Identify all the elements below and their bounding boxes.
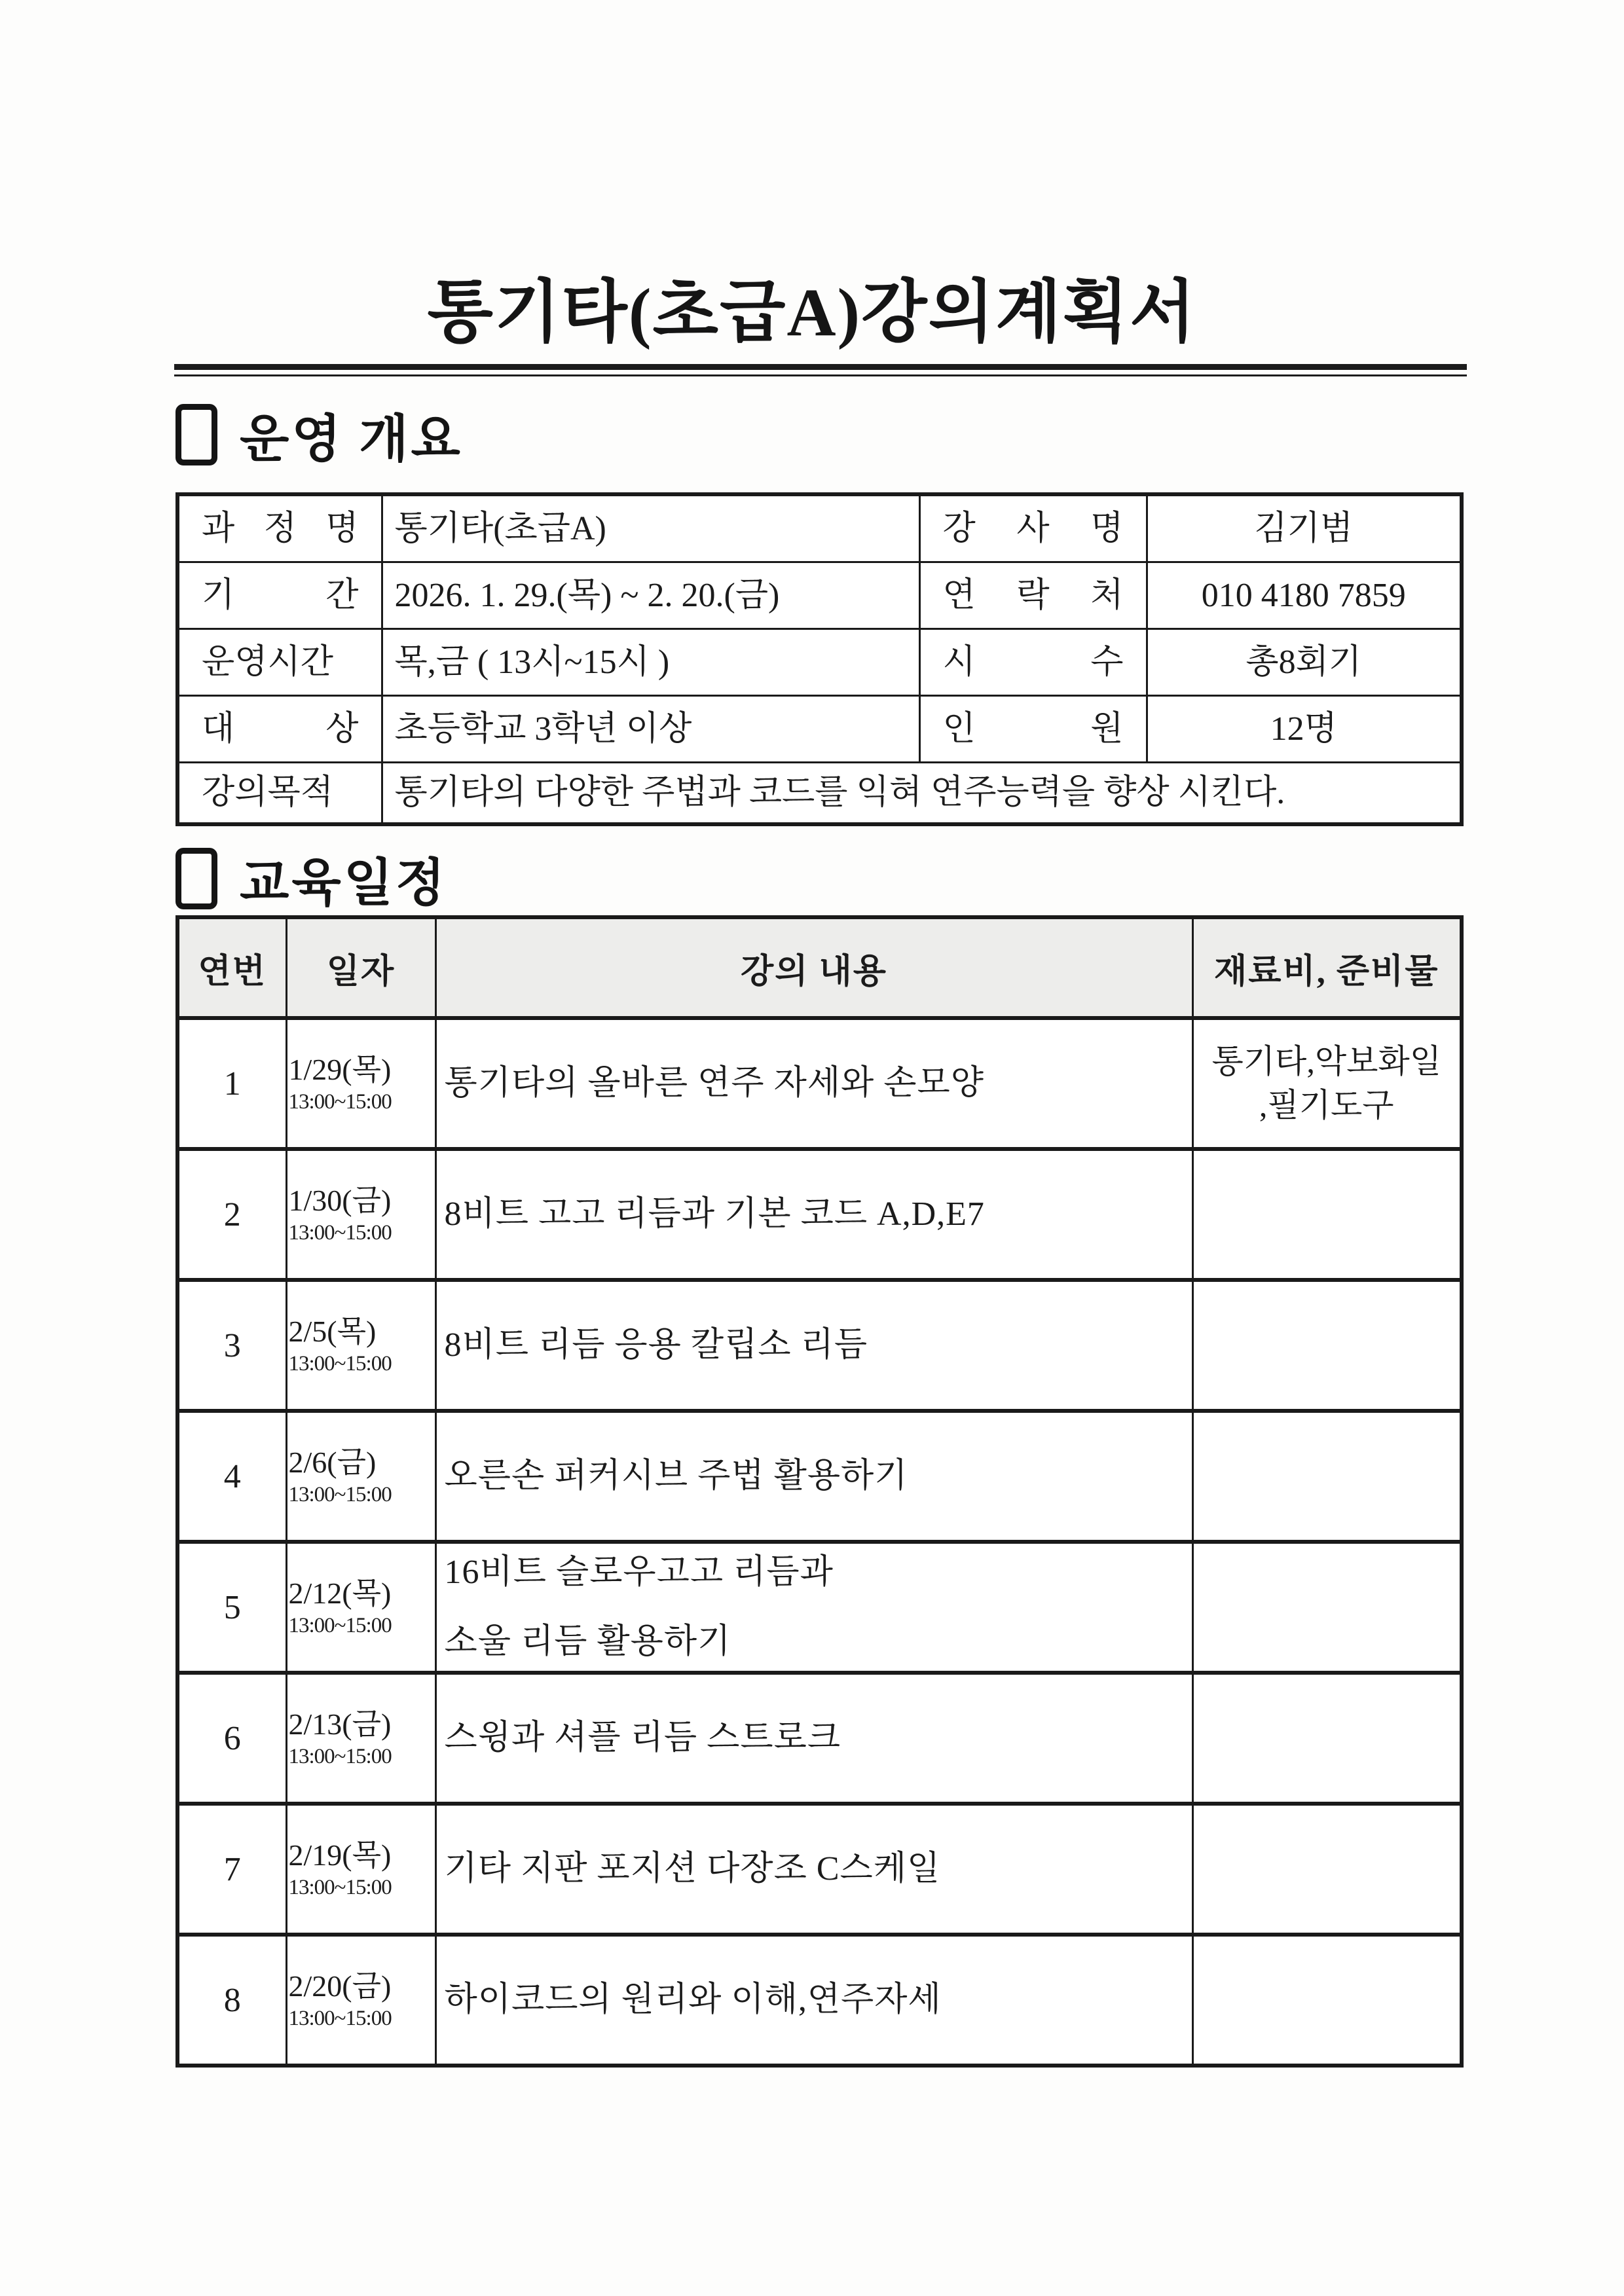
section-header-schedule — [175, 842, 447, 915]
materials-line: 통기타,악보화일 — [1211, 1042, 1442, 1080]
field-value: 목,금 ( 13시~15시 ) — [382, 629, 919, 696]
time: 13:00~15:00 — [288, 1090, 392, 1114]
lecture-content — [435, 1935, 1192, 2066]
materials-cell — [1192, 1149, 1462, 1280]
field-label: 시 수 — [919, 629, 1147, 696]
column-header: 연번 — [177, 917, 286, 1018]
date: 2/5(목) — [288, 1314, 377, 1348]
date: 1/30(금) — [288, 1183, 392, 1217]
field-label: 인 원 — [919, 696, 1147, 763]
column-header: 일자 — [286, 917, 435, 1018]
field-value: 초등학교 3학년 이상 — [382, 696, 919, 763]
content-line: 8비트 고고 리듬과 기본 코드 A,D,E7 — [444, 1195, 985, 1233]
row-number: 5 — [177, 1542, 286, 1673]
time: 13:00~15:00 — [288, 1352, 392, 1376]
date-cell — [286, 1411, 435, 1542]
date-cell — [286, 1673, 435, 1804]
table-row — [177, 696, 1462, 763]
table-row — [177, 763, 1462, 825]
row-number: 6 — [177, 1673, 286, 1804]
lecture-content — [435, 1149, 1192, 1280]
content-line: 하이코드의 원리와 이해,연주자세 — [444, 1980, 942, 2018]
materials-cell — [1192, 1018, 1462, 1149]
table-row — [177, 562, 1462, 629]
page-title: 통기타(초급A)강의계획서 — [427, 275, 1197, 350]
time: 13:00~15:00 — [288, 1221, 392, 1245]
time: 13:00~15:00 — [288, 1745, 392, 1769]
field-value: 총8회기 — [1147, 629, 1462, 696]
field-value: 김기범 — [1147, 494, 1462, 562]
date: 1/29(목) — [288, 1052, 392, 1086]
materials-cell — [1192, 1935, 1462, 2066]
content-line: 통기타의 올바른 연주 자세와 손모양 — [444, 1064, 984, 1102]
date-cell — [286, 1804, 435, 1935]
section-header-overview — [175, 398, 463, 471]
table-row — [177, 1935, 1462, 2066]
field-label: 강 사 명 — [919, 494, 1147, 562]
lecture-content — [435, 1280, 1192, 1411]
lecture-content — [435, 1804, 1192, 1935]
content-line: 스윙과 셔플 리듬 스트로크 — [444, 1719, 841, 1757]
materials-cell — [1192, 1411, 1462, 1542]
table-header-row — [177, 917, 1462, 1018]
date: 2/20(금) — [288, 1969, 392, 2003]
date: 2/12(목) — [288, 1576, 392, 1610]
lecture-content — [435, 1411, 1192, 1542]
content-line: 오른손 퍼커시브 주법 활용하기 — [444, 1457, 908, 1495]
date: 2/13(금) — [288, 1707, 392, 1741]
row-number: 1 — [177, 1018, 286, 1149]
table-row — [177, 1280, 1462, 1411]
date-cell — [286, 1280, 435, 1411]
row-number: 8 — [177, 1935, 286, 2066]
date: 2/19(목) — [288, 1838, 392, 1872]
row-number: 2 — [177, 1149, 286, 1280]
content-line: 16비트 슬로우고고 리듬과 — [444, 1553, 834, 1591]
materials-cell — [1192, 1542, 1462, 1673]
time: 13:00~15:00 — [288, 1483, 392, 1507]
schedule-table — [175, 915, 1464, 2068]
row-number: 4 — [177, 1411, 286, 1542]
table-row — [177, 494, 1462, 562]
time: 13:00~15:00 — [288, 1876, 392, 1900]
row-number: 7 — [177, 1804, 286, 1935]
field-label: 기 간 — [177, 562, 382, 629]
table-row — [177, 1411, 1462, 1542]
materials-cell — [1192, 1673, 1462, 1804]
lecture-content — [435, 1018, 1192, 1149]
time: 13:00~15:00 — [288, 1614, 392, 1638]
field-value: 12명 — [1147, 696, 1462, 763]
section-label: 교육일정 — [240, 854, 448, 911]
table-row — [177, 1149, 1462, 1280]
title-underline — [174, 364, 1467, 376]
field-label: 연 락 처 — [919, 562, 1147, 629]
lecture-content — [435, 1673, 1192, 1804]
table-row — [177, 1673, 1462, 1804]
content-line: 기타 지판 포지션 다장조 C스케일 — [444, 1850, 941, 1887]
column-header: 재료비, 준비물 — [1192, 917, 1462, 1018]
table-row — [177, 1018, 1462, 1149]
table-row — [177, 629, 1462, 696]
overview-table — [175, 492, 1464, 826]
checkbox-icon — [175, 404, 217, 465]
column-header: 강의 내용 — [435, 917, 1192, 1018]
row-number: 3 — [177, 1280, 286, 1411]
field-label: 대 상 — [177, 696, 382, 763]
field-value: 010 4180 7859 — [1147, 562, 1462, 629]
table-row — [177, 1542, 1462, 1673]
materials-cell — [1192, 1804, 1462, 1935]
time: 13:00~15:00 — [288, 2007, 392, 2031]
date: 2/6(금) — [288, 1445, 377, 1479]
date-cell — [286, 1018, 435, 1149]
field-value: 통기타의 다양한 주법과 코드를 익혀 연주능력을 향상 시킨다. — [382, 763, 1462, 825]
field-label: 강의목적 — [177, 763, 382, 825]
content-line: 8비트 리듬 응용 칼립소 리듬 — [444, 1326, 868, 1364]
content-line: 소울 리듬 활용하기 — [444, 1623, 731, 1660]
date-cell — [286, 1542, 435, 1673]
section-label: 운영 개요 — [240, 410, 463, 467]
field-value: 2026. 1. 29.(목) ~ 2. 20.(금) — [382, 562, 919, 629]
field-label: 과 정 명 — [177, 494, 382, 562]
checkbox-icon — [175, 848, 217, 909]
field-value: 통기타(초급A) — [382, 494, 919, 562]
date-cell — [286, 1935, 435, 2066]
materials-line: ,필기도구 — [1259, 1087, 1394, 1123]
date-cell — [286, 1149, 435, 1280]
table-row — [177, 1804, 1462, 1935]
lecture-content — [435, 1542, 1192, 1673]
field-label: 운영시간 — [177, 629, 382, 696]
materials-cell — [1192, 1280, 1462, 1411]
